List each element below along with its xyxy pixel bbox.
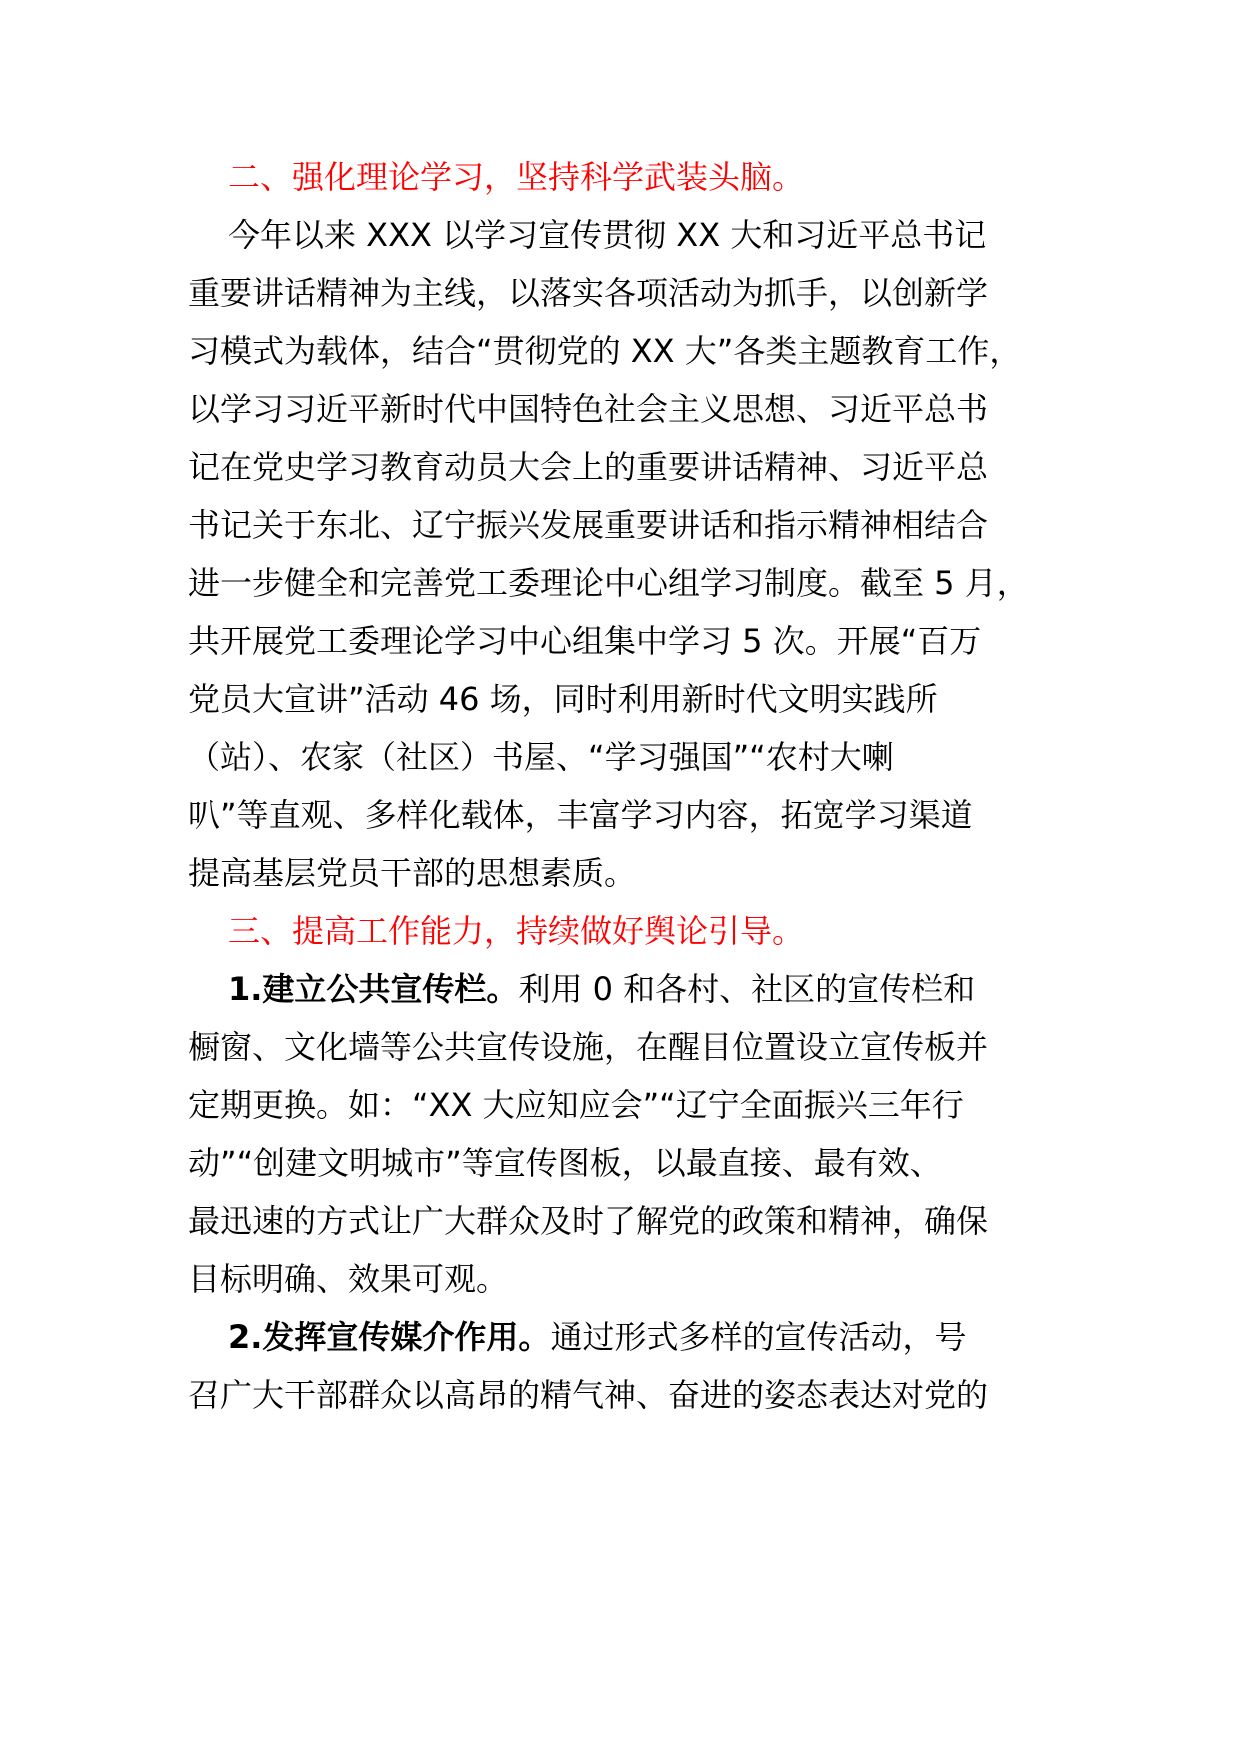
item-2-first-line xyxy=(228,1317,966,1357)
paragraph-line: 党员大宣讲”活动 46 场，同时利用新时代文明实践所 xyxy=(188,680,938,718)
paragraph-line: 提高基层党员干部的思想素质。 xyxy=(188,854,637,892)
paragraph-line: 定期更换。如：“XX 大应知应会”“辽宁全面振兴三年行 xyxy=(188,1086,964,1124)
item-2-text: 通过形式多样的宣传活动，号 xyxy=(550,1318,967,1356)
paragraph-line: 目标明确、效果可观。 xyxy=(188,1260,509,1298)
section-3-heading: 三、提高工作能力，持续做好舆论引导。 xyxy=(228,912,805,950)
item-1-title: 1.建立公共宣传栏。 xyxy=(228,970,519,1008)
paragraph-line: 动”“创建文明城市”等宣传图板，以最直接、最有效、 xyxy=(188,1144,942,1182)
paragraph-line: 橱窗、文化墙等公共宣传设施，在醒目位置设立宣传板并 xyxy=(188,1028,989,1066)
paragraph-line: 习模式为载体，结合“贯彻党的 XX 大”各类主题教育工作， xyxy=(188,332,1022,370)
paragraph-line: 记在党史学习教育动员大会上的重要讲话精神、习近平总 xyxy=(188,448,989,486)
paragraph-line: 进一步健全和完善党工委理论中心组学习制度。截至 5 月， xyxy=(188,564,1029,602)
paragraph-line: 召广大干部群众以高昂的精气神、奋进的姿态表达对党的 xyxy=(188,1376,989,1414)
item-2-title: 2.发挥宣传媒介作用。 xyxy=(228,1318,551,1356)
paragraph-line: 叭”等直观、多样化载体，丰富学习内容，拓宽学习渠道 xyxy=(188,796,973,834)
item-1-text: 利用 0 和各村、社区的宣传栏和 xyxy=(518,970,976,1008)
paragraph-line: 今年以来 XXX 以学习宣传贯彻 XX 大和习近平总书记 xyxy=(228,216,987,254)
paragraph-line: 书记关于东北、辽宁振兴发展重要讲话和指示精神相结合 xyxy=(188,506,989,544)
item-1-first-line xyxy=(228,969,975,1009)
paragraph-line: 最迅速的方式让广大群众及时了解党的政策和精神，确保 xyxy=(188,1202,989,1240)
paragraph-line: 共开展党工委理论学习中心组集中学习 5 次。开展“百万 xyxy=(188,622,982,660)
paragraph-line: 重要讲话精神为主线，以落实各项活动为抓手，以创新学 xyxy=(188,274,989,312)
section-2-heading: 二、强化理论学习，坚持科学武装头脑。 xyxy=(228,158,805,196)
paragraph-line: 以学习习近平新时代中国特色社会主义思想、习近平总书 xyxy=(188,390,989,428)
paragraph-line: （站）、农家（社区）书屋、“学习强国”“农村大喇 xyxy=(188,738,894,776)
